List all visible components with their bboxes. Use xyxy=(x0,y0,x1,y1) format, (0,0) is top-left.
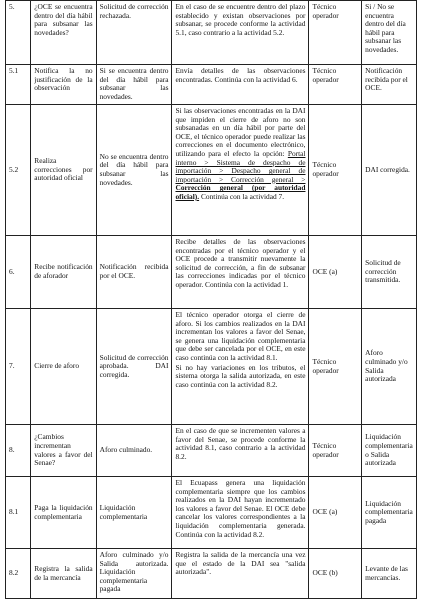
activity-cell: Paga la liquidación complementaria xyxy=(31,477,96,549)
output-cell: Liquidación complementaria o Salida autorizada xyxy=(362,425,417,477)
input-condition-cell: Si se encuentra dentro del día hábil para subsanar las novedades. xyxy=(96,65,172,105)
description-paragraph: Si no hay variaciones en los tributos, el sistema otorga la salida autorizada, en este caso continúa con la actividad 8.2. xyxy=(175,362,306,389)
table-row xyxy=(6,549,417,599)
input-condition-cell: Aforo culminado y/o Salida autorizada. Liquidación complementaria pagada xyxy=(96,549,172,599)
step-number: 5.2 xyxy=(6,105,31,236)
activity-cell: ¿Cambios incrementan valores a favor del Senae? xyxy=(31,425,96,477)
responsible-cell: Técnico operador xyxy=(309,309,362,425)
step-number: 8.2 xyxy=(6,549,31,599)
description-cell: En el caso de que se incrementen valores a favor del Senae, se procede conforme la actividad 8.1, caso contrario a la actividad 8.2. xyxy=(172,425,309,477)
input-condition-cell: No se encuentra dentro del día hábil para subsanar las novedades. xyxy=(96,105,172,236)
responsible-cell: OCE (a) xyxy=(309,477,362,549)
step-number: 7. xyxy=(6,309,31,425)
output-cell: Notificación recibida por el OCE. xyxy=(362,65,417,105)
menu-option-text: Corrección general (por autoridad oficial). xyxy=(175,183,306,201)
step-number: 8. xyxy=(6,425,31,477)
table-row xyxy=(6,477,417,549)
input-condition-cell: Solicitud de corrección rechazada. xyxy=(96,1,172,65)
output-cell: Levante de las mercancías. xyxy=(362,549,417,599)
output-cell: Solicitud de corrección transmitida. xyxy=(362,236,417,309)
activity-cell: ¿OCE se encuentra dentro del día hábil para subsanar las novedades? xyxy=(31,1,96,65)
input-condition-cell: Liquidación complementaria xyxy=(96,477,172,549)
description-paragraph: El técnico operador otorga el cierre de aforo. Si los cambios realizados en la DAI incrementan los valores a favor del Senae, se genera una liquidación complementaria que debe ser cancelada por el OCE, en este caso continúa con la actividad 8.1. xyxy=(175,310,306,362)
description-cell: Envía detalles de las observaciones encontradas. Continúa con la actividad 6. xyxy=(172,65,309,105)
procedure-table xyxy=(5,0,417,599)
description-continuation: Continúa con la actividad 7. xyxy=(200,191,285,201)
responsible-cell: Técnico operador xyxy=(309,65,362,105)
input-condition-cell: Solicitud de corrección aprobada. DAI corregida. xyxy=(96,309,172,425)
step-number: 5.1 xyxy=(6,65,31,105)
table-row xyxy=(6,1,417,65)
activity-cell: Cierre de aforo xyxy=(31,309,96,425)
table-row xyxy=(6,105,417,236)
table-row xyxy=(6,309,417,425)
output-cell: Liquidación complementaria pagada xyxy=(362,477,417,549)
responsible-cell: OCE (b) xyxy=(309,549,362,599)
responsible-cell: Técnico operador xyxy=(309,425,362,477)
description-cell xyxy=(172,105,309,236)
description-cell: Recibe detalles de las observaciones encontradas por el técnico operador y el OCE procede a transmitir nuevamente la solicitud de corrección, a fin de subsanar las correcciones indicadas por el técnico operador. Continúa con la actividad 1. xyxy=(172,236,309,309)
activity-cell: Recibe notificación de aforador xyxy=(31,236,96,309)
output-cell: Si / No se encuentra dentro del día hábil para subsanar las novedades. xyxy=(362,1,417,65)
output-cell: DAI corregida. xyxy=(362,105,417,236)
input-condition-cell: Notificación recibida por el OCE. xyxy=(96,236,172,309)
step-number: 5. xyxy=(6,1,31,65)
menu-path-text: Portal interno > Sistema de despacho de importación > Despacho general de importación > Corrección general > xyxy=(175,148,306,184)
step-number: 6. xyxy=(6,236,31,309)
table-row xyxy=(6,425,417,477)
activity-cell: Realiza correcciones por autoridad oficial xyxy=(31,105,96,236)
responsible-cell: Técnico operador xyxy=(309,105,362,236)
responsible-cell: Técnico operador xyxy=(309,1,362,65)
description-text: Si las observaciones encontradas en la DAI que impiden el cierre de aforo no son subsanadas en un día hábil por parte del OCE, el técnico operador puede realizar las correcciones en el documento electrónico, utilizando para el efecto la opción: xyxy=(175,106,306,158)
description-cell: El Ecuapass genera una liquidación complementaria siempre que los cambios realizados en la DAI hayan incrementado los valores a favor del Senae. El OCE debe cancelar los valores correspondientes a la liquidación complementaria generada. Continúa con la actividad 8.2. xyxy=(172,477,309,549)
description-cell xyxy=(172,309,309,425)
description-cell: Registra la salida de la mercancía una vez que el estado de la DAI sea "salida autorizada". xyxy=(172,549,309,599)
description-cell: En el caso de se encuentre dentro del plazo establecido y existan observaciones por subsanar, se procede conforme la actividad 5.1, caso contrario a la actividad 5.2. xyxy=(172,1,309,65)
output-cell: Aforo culminado y/o Salida autorizada xyxy=(362,309,417,425)
responsible-cell: OCE (a) xyxy=(309,236,362,309)
step-number: 8.1 xyxy=(6,477,31,549)
table-row xyxy=(6,236,417,309)
activity-cell: Notifica la no justificación de la observación xyxy=(31,65,96,105)
input-condition-cell: Aforo culminado. xyxy=(96,425,172,477)
table-row xyxy=(6,65,417,105)
activity-cell: Registra la salida de la mercancía xyxy=(31,549,96,599)
